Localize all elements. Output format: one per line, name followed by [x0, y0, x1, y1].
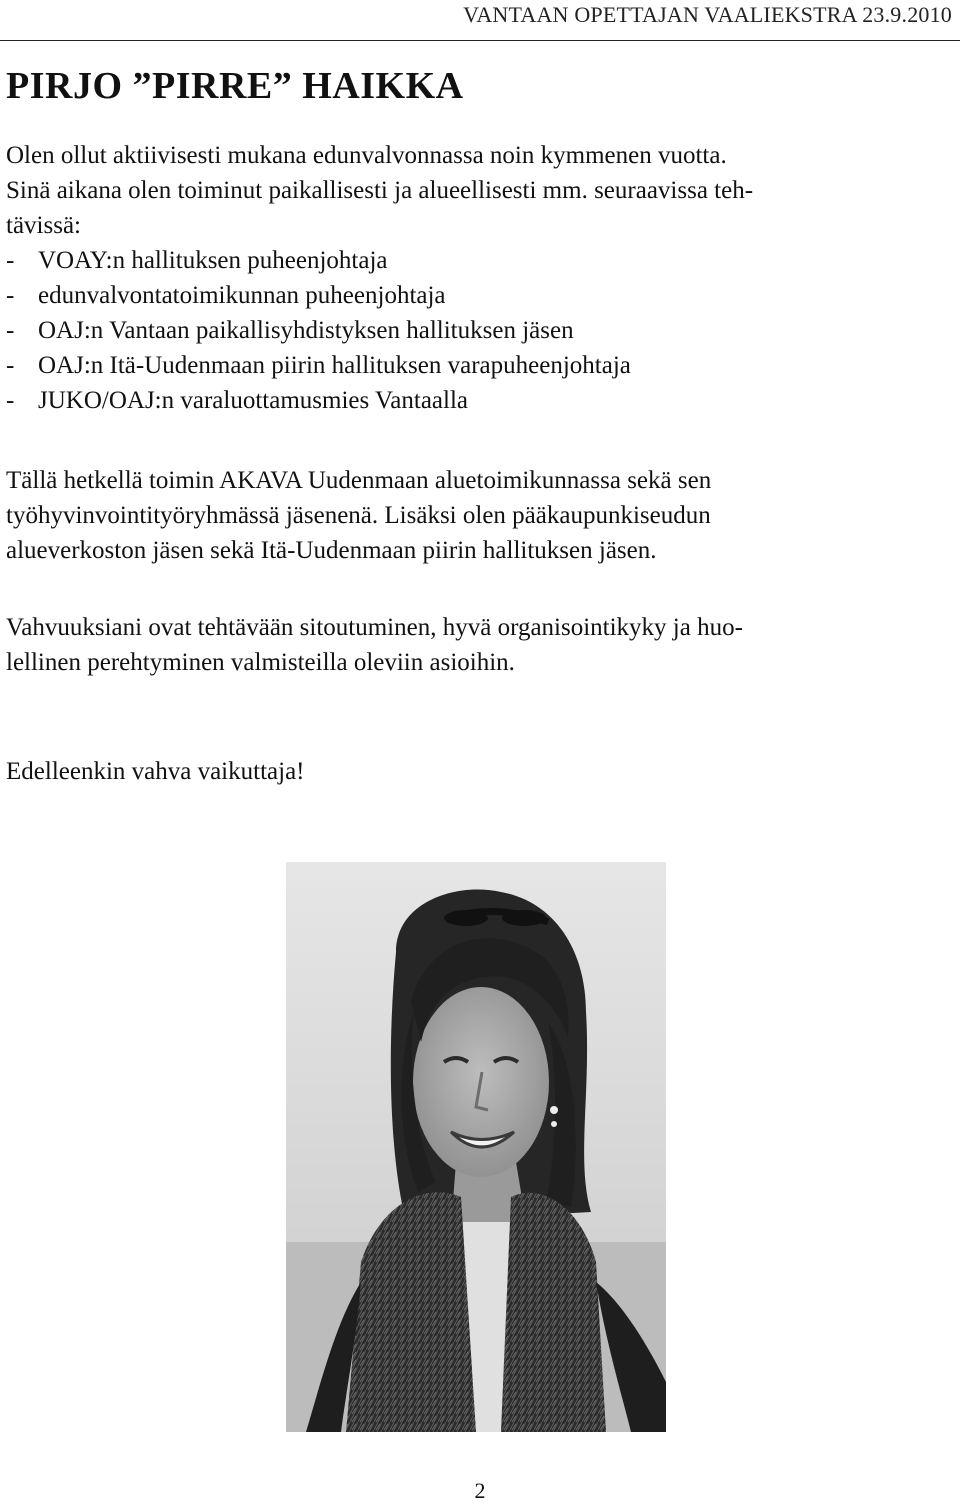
closing-slogan [6, 754, 954, 789]
strengths-paragraph [6, 610, 954, 680]
intro-line: Sinä aikana olen toiminut paikallisesti ja alueellisesti mm. seuraavissa teh- [6, 177, 754, 204]
paragraph-line: Vahvuuksiani ovat tehtävään sitoutuminen, hyvä organisointikyky ja huo- [6, 614, 743, 641]
list-item-text: VOAY:n hallituksen puheenjohtaja [38, 247, 388, 274]
intro-line: tävissä: [6, 212, 81, 239]
closing-text: Edelleenkin vahva vaikuttaja! [6, 758, 305, 785]
portrait-photo [286, 862, 666, 1432]
paragraph-line: Tällä hetkellä toimin AKAVA Uudenmaan aluetoimikunnassa sekä sen [6, 467, 712, 494]
list-item: - edunvalvontatoimikunnan puheenjohtaja [6, 282, 446, 309]
page-number: 2 [474, 1478, 486, 1503]
list-item: - VOAY:n hallituksen puheenjohtaja [6, 247, 388, 274]
list-item-text: edunvalvontatoimikunnan puheenjohtaja [38, 282, 446, 309]
paragraph-line: lellinen perehtyminen valmisteilla oleviin asioihin. [6, 649, 515, 676]
paragraph-line: alueverkoston jäsen sekä Itä-Uudenmaan piirin hallituksen jäsen. [6, 537, 657, 564]
intro-line: Olen ollut aktiivisesti mukana edunvalvonnassa noin kymmenen vuotta. [6, 142, 727, 169]
list-item-text: JUKO/OAJ:n varaluottamusmies Vantaalla [38, 387, 469, 414]
list-item: - OAJ:n Itä-Uudenmaan piirin hallituksen varapuheenjohtaja [6, 352, 631, 379]
page-title: PIRJO ”PIRRE” HAIKKA [6, 65, 464, 107]
list-item: - OAJ:n Vantaan paikallisyhdistyksen hallituksen jäsen [6, 317, 574, 344]
list-item-text: OAJ:n Itä-Uudenmaan piirin hallituksen varapuheenjohtaja [38, 352, 631, 379]
header-text: VANTAAN OPETTAJAN VAALIEKSTRA 23.9.2010 [463, 2, 952, 27]
page-header [0, 0, 960, 41]
intro-paragraph [6, 138, 954, 418]
list-item-text: OAJ:n Vantaan paikallisyhdistyksen hallituksen jäsen [38, 317, 574, 344]
list-item: - JUKO/OAJ:n varaluottamusmies Vantaalla [6, 387, 469, 414]
paragraph-line: työhyvinvointityöryhmässä jäsenenä. Lisäksi olen pääkaupunkiseudun [6, 502, 711, 529]
activities-paragraph [6, 463, 954, 568]
